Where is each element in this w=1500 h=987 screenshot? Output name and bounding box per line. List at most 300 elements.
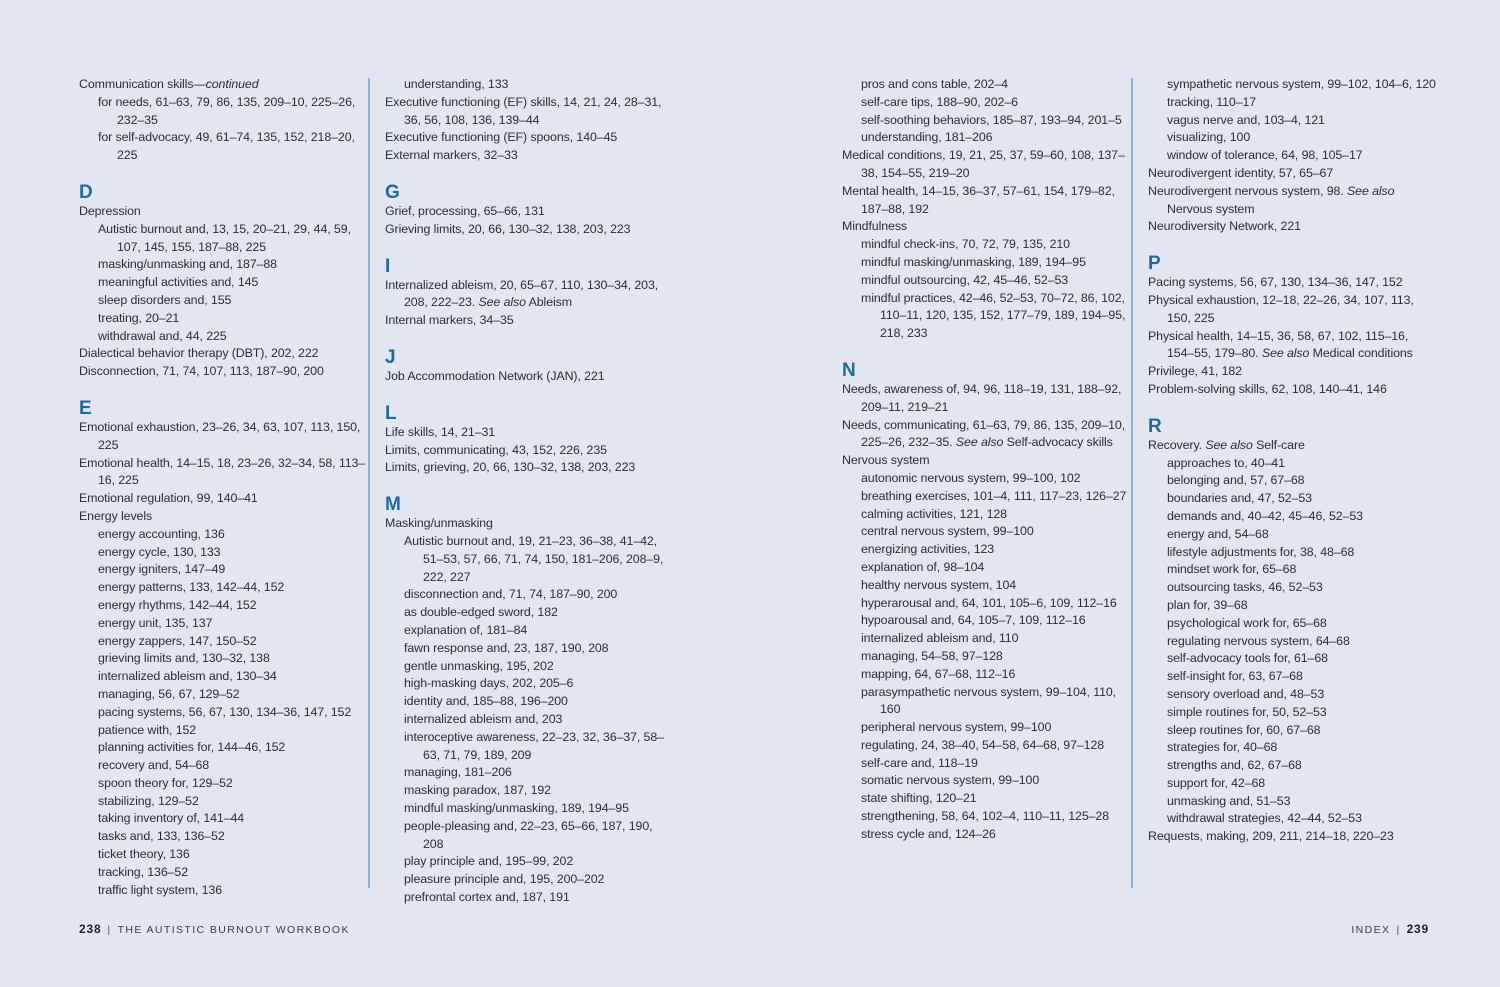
index-subentry	[842, 612, 1132, 630]
entry-text: Life skills, 14, 21–31	[385, 424, 496, 439]
entry-text: support for, 42–68	[1167, 775, 1266, 790]
see-also-label: See also	[1346, 183, 1395, 198]
entry-text: regulating nervous system, 64–68	[1167, 633, 1350, 648]
see-also-target: Ableism	[525, 295, 572, 310]
entry-text: energy igniters, 147–49	[98, 562, 226, 577]
entry-text: hyperarousal and, 64, 101, 105–6, 109, 112–16	[861, 595, 1117, 610]
entry-text: self-advocacy tools for, 61–68	[1167, 651, 1328, 666]
entry-text: Nervous system	[842, 453, 930, 468]
index-entry	[1148, 328, 1438, 364]
entry-text: strategies for, 40–68	[1167, 740, 1278, 755]
index-entry	[385, 515, 675, 533]
entry-text: window of tolerance, 64, 98, 105–17	[1167, 148, 1363, 163]
entry-text: mindful check-ins, 70, 72, 79, 135, 210	[861, 237, 1070, 252]
index-subentry	[1148, 793, 1438, 811]
index-subentry	[79, 633, 369, 651]
index-subentry	[1148, 112, 1438, 130]
index-entry	[1148, 165, 1438, 183]
index-subentry	[1148, 508, 1438, 526]
see-also-label: See also	[955, 435, 1004, 450]
entry-text: central nervous system, 99–100	[861, 524, 1034, 539]
entry-text: mindful masking/unmasking, 189, 194–95	[404, 800, 629, 815]
letter-heading: G	[385, 181, 400, 203]
entry-text: pleasure principle and, 195, 200–202	[404, 872, 605, 887]
entry-text: tracking, 136–52	[98, 864, 189, 879]
entry-text: boundaries and, 47, 52–53	[1167, 491, 1312, 506]
entry-text: somatic nervous system, 99–100	[861, 773, 1040, 788]
see-also-target: Nervous system	[1167, 201, 1255, 216]
entry-text: tasks and, 133, 136–52	[98, 829, 225, 844]
index-subentry	[1148, 615, 1438, 633]
entry-text: Neurodivergent identity, 57, 65–67	[1148, 165, 1334, 180]
entry-text: mapping, 64, 67–68, 112–16	[861, 666, 1016, 681]
entry-text: Internalized ableism, 20, 65–67, 110, 130–34, 203, 208, 222–23.	[385, 277, 659, 310]
index-subentry	[842, 129, 1132, 147]
index-entry	[1148, 381, 1438, 399]
index-subentry	[842, 541, 1132, 559]
entry-text: energy rhythms, 142–44, 152	[98, 597, 257, 612]
index-subentry	[385, 764, 675, 782]
index-subentry	[79, 256, 369, 274]
entry-text: recovery and, 54–68	[98, 758, 210, 773]
index-column-3	[842, 76, 1132, 844]
entry-text: energy and, 54–68	[1167, 526, 1269, 541]
entry-text: sensory overload and, 48–53	[1167, 686, 1325, 701]
index-entry	[842, 183, 1132, 219]
entry-text: state shifting, 120–21	[861, 791, 977, 806]
entry-text: stabilizing, 129–52	[98, 793, 199, 808]
index-subentry	[1148, 526, 1438, 544]
entry-text: parasympathetic nervous system, 99–104, 110, 160	[861, 684, 1117, 717]
index-entry	[842, 417, 1132, 453]
entry-text: interoceptive awareness, 22–23, 32, 36–37, 58–63, 71, 79, 189, 209	[404, 729, 664, 762]
entry-text: peripheral nervous system, 99–100	[861, 720, 1052, 735]
index-subentry	[79, 793, 369, 811]
index-subentry	[842, 755, 1132, 773]
entry-text: withdrawal and, 44, 225	[98, 328, 227, 343]
entry-text: visualizing, 100	[1167, 130, 1251, 145]
entry-text: high-masking days, 202, 205–6	[404, 676, 574, 691]
entry-text: internalized ableism and, 203	[404, 711, 563, 726]
index-subentry	[1148, 490, 1438, 508]
index-subentry	[79, 561, 369, 579]
entry-text: outsourcing tasks, 46, 52–53	[1167, 580, 1323, 595]
index-column-1	[79, 76, 369, 899]
index-subentry	[79, 292, 369, 310]
index-subentry	[1148, 686, 1438, 704]
entry-text: psychological work for, 65–68	[1167, 615, 1327, 630]
entry-text: taking inventory of, 141–44	[98, 811, 245, 826]
index-subentry	[385, 889, 675, 907]
index-subentry	[842, 76, 1132, 94]
entry-text: Emotional health, 14–15, 18, 23–26, 32–34, 58, 113–16, 225	[79, 455, 366, 488]
index-entry	[385, 94, 675, 130]
index-entry	[385, 203, 675, 221]
index-subentry	[385, 693, 675, 711]
letter-heading: D	[79, 181, 93, 203]
index-subentry	[842, 272, 1132, 290]
index-subentry	[842, 719, 1132, 737]
index-subentry	[385, 658, 675, 676]
index-subentry	[1148, 94, 1438, 112]
entry-text: Pacing systems, 56, 67, 130, 134–36, 147, 152	[1148, 275, 1403, 290]
index-subentry	[1148, 739, 1438, 757]
index-subentry	[79, 704, 369, 722]
entry-text: pros and cons table, 202–4	[861, 77, 1008, 91]
index-subentry	[1148, 597, 1438, 615]
index-entry	[1148, 274, 1438, 292]
index-subentry	[842, 772, 1132, 790]
index-subentry	[1148, 76, 1438, 94]
index-entry	[385, 221, 675, 239]
entry-text: managing, 54–58, 97–128	[861, 648, 1003, 663]
entry-text: identity and, 185–88, 196–200	[404, 694, 568, 709]
column-divider-right-page	[1131, 78, 1133, 888]
index-subentry	[842, 559, 1132, 577]
entry-text: Executive functioning (EF) spoons, 140–45	[385, 130, 618, 145]
entry-text: mindful practices, 42–46, 52–53, 70–72, 86, 102, 110–11, 120, 135, 152, 177–79, 189, 194–95, 218, 233	[861, 290, 1126, 341]
index-subentry	[79, 579, 369, 597]
index-subentry	[842, 595, 1132, 613]
index-entry	[79, 76, 369, 94]
entry-text: disconnection and, 71, 74, 187–90, 200	[404, 587, 618, 602]
index-subentry	[385, 782, 675, 800]
entry-text: Energy levels	[79, 508, 153, 523]
index-subentry	[79, 526, 369, 544]
entry-text: treating, 20–21	[98, 310, 180, 325]
index-subentry	[1148, 668, 1438, 686]
entry-text: gentle unmasking, 195, 202	[404, 658, 554, 673]
index-entry	[385, 312, 675, 330]
index-entry	[385, 129, 675, 147]
entry-text: spoon theory for, 129–52	[98, 775, 233, 790]
index-entry	[1148, 183, 1438, 219]
index-subentry	[1148, 650, 1438, 668]
entry-text: Mindfulness	[842, 219, 908, 234]
index-subentry	[1148, 633, 1438, 651]
index-subentry	[1148, 561, 1438, 579]
index-subentry	[842, 790, 1132, 808]
entry-text: internalized ableism and, 110	[861, 631, 1019, 646]
entry-text: strengthening, 58, 64, 102–4, 110–11, 125–28	[861, 809, 1109, 824]
entry-text: Requests, making, 209, 211, 214–18, 220–23	[1148, 829, 1394, 844]
index-subentry	[79, 615, 369, 633]
index-subentry	[79, 328, 369, 346]
index-subentry	[79, 722, 369, 740]
entry-text: self-soothing behaviors, 185–87, 193–94, 201–5	[861, 112, 1122, 127]
left-page-footer	[79, 922, 350, 936]
index-subentry	[385, 800, 675, 818]
index-subentry	[385, 76, 675, 94]
entry-text: Limits, communicating, 43, 152, 226, 235	[385, 442, 607, 457]
index-subentry	[79, 864, 369, 882]
index-subentry	[79, 129, 369, 165]
entry-text: Disconnection, 71, 74, 107, 113, 187–90, 200	[79, 364, 324, 379]
entry-text: Autistic burnout and, 19, 21–23, 36–38, 41–42, 51–53, 57, 66, 71, 74, 150, 181–206, 208–9, 222, 227	[404, 533, 664, 584]
index-subentry	[385, 871, 675, 889]
entry-text: energy accounting, 136	[98, 526, 225, 541]
index-subentry	[842, 488, 1132, 506]
entry-text: traffic light system, 136	[98, 882, 222, 897]
index-entry	[385, 147, 675, 165]
entry-text: Masking/unmasking	[385, 516, 493, 531]
entry-text: sympathetic nervous system, 99–102, 104–6, 120	[1167, 77, 1436, 91]
entry-text: regulating, 24, 38–40, 54–58, 64–68, 97–128	[861, 737, 1105, 752]
footer-separator: |	[1396, 924, 1401, 936]
index-subentry	[79, 221, 369, 257]
index-subentry	[1148, 704, 1438, 722]
entry-text: Executive functioning (EF) skills, 14, 21, 24, 28–31, 36, 56, 108, 136, 139–44	[385, 94, 662, 127]
entry-text: plan for, 39–68	[1167, 597, 1248, 612]
index-entry	[842, 381, 1132, 417]
index-subentry	[79, 274, 369, 292]
entry-text: Communication skills—	[79, 77, 206, 91]
index-column-2	[385, 76, 675, 907]
index-subentry	[842, 470, 1132, 488]
index-subentry	[79, 94, 369, 130]
entry-text: play principle and, 195–99, 202	[404, 854, 574, 869]
letter-heading: I	[385, 255, 391, 277]
index-subentry	[385, 818, 675, 854]
entry-text: Autistic burnout and, 13, 15, 20–21, 29, 44, 59, 107, 145, 155, 187–88, 225	[98, 221, 351, 254]
entry-text: sleep disorders and, 155	[98, 292, 232, 307]
entry-text: Neurodivergent nervous system, 98.	[1148, 183, 1347, 198]
see-also-label: See also	[478, 295, 526, 310]
entry-text: explanation of, 98–104	[861, 559, 985, 574]
see-also-label: See also	[1261, 346, 1310, 361]
entry-text: Recovery.	[1148, 437, 1206, 452]
entry-text: understanding, 133	[404, 77, 509, 91]
entry-text: prefrontal cortex and, 187, 191	[404, 889, 570, 904]
entry-text: managing, 181–206	[404, 765, 512, 780]
letter-heading: L	[385, 402, 397, 424]
letter-heading: M	[385, 494, 401, 516]
index-subentry	[79, 310, 369, 328]
index-subentry	[842, 808, 1132, 826]
index-entry	[385, 368, 675, 386]
entry-text: fawn response and, 23, 187, 190, 208	[404, 640, 609, 655]
entry-text: energy cycle, 130, 133	[98, 544, 221, 559]
entry-text: Grieving limits, 20, 66, 130–32, 138, 203, 223	[385, 221, 631, 236]
entry-text: self-care tips, 188–90, 202–6	[861, 94, 1018, 109]
index-entry	[1148, 218, 1438, 236]
entry-text: Grief, processing, 65–66, 131	[385, 203, 545, 218]
index-entry	[79, 345, 369, 363]
index-subentry	[385, 729, 675, 765]
index-entry	[79, 419, 369, 455]
entry-text: for needs, 61–63, 79, 86, 135, 209–10, 225–26, 232–35	[98, 94, 356, 127]
entry-text: Job Accommodation Network (JAN), 221	[385, 368, 605, 383]
see-also-target: Medical conditions	[1309, 346, 1413, 361]
index-subentry	[79, 544, 369, 562]
entry-text: Neurodiversity Network, 221	[1148, 219, 1301, 234]
letter-heading: N	[842, 359, 856, 381]
entry-text: Limits, grieving, 20, 66, 130–32, 138, 203, 223	[385, 460, 636, 475]
entry-text: internalized ableism and, 130–34	[98, 669, 277, 684]
entry-text: External markers, 32–33	[385, 148, 518, 163]
entry-text: tracking, 110–17	[1167, 94, 1257, 109]
entry-text: sleep routines for, 60, 67–68	[1167, 722, 1321, 737]
index-subentry	[1148, 147, 1438, 165]
index-subentry	[842, 648, 1132, 666]
see-also-label: See also	[1205, 437, 1253, 452]
index-entry	[79, 455, 369, 491]
index-subentry	[1148, 757, 1438, 775]
index-subentry	[385, 604, 675, 622]
index-entry	[1148, 828, 1438, 846]
entry-text: energy unit, 135, 137	[98, 615, 213, 630]
index-subentry	[79, 882, 369, 900]
index-subentry	[1148, 722, 1438, 740]
index-subentry	[1148, 544, 1438, 562]
entry-text: Problem-solving skills, 62, 108, 140–41, 146	[1148, 381, 1387, 396]
entry-text: Emotional regulation, 99, 140–41	[79, 491, 258, 506]
index-entry	[1148, 437, 1438, 455]
entry-text: belonging and, 57, 67–68	[1167, 473, 1305, 488]
entry-text: hypoarousal and, 64, 105–7, 109, 112–16	[861, 613, 1086, 628]
see-also-target: Self-care	[1252, 437, 1305, 452]
letter-heading: R	[1148, 415, 1162, 437]
entry-text: energy patterns, 133, 142–44, 152	[98, 580, 285, 595]
entry-text: as double-edged sword, 182	[404, 605, 558, 620]
index-subentry	[79, 846, 369, 864]
entry-text: approaches to, 40–41	[1167, 455, 1285, 470]
index-subentry	[842, 290, 1132, 343]
index-subentry	[842, 254, 1132, 272]
index-entry	[385, 459, 675, 477]
index-subentry	[385, 586, 675, 604]
entry-text: mindset work for, 65–68	[1167, 562, 1297, 577]
entry-text: Needs, awareness of, 94, 96, 118–19, 131, 188–92, 209–11, 219–21	[842, 381, 1122, 414]
entry-text: pacing systems, 56, 67, 130, 134–36, 147, 152	[98, 704, 352, 719]
entry-text: vagus nerve and, 103–4, 121	[1167, 112, 1325, 127]
letter-heading: J	[385, 346, 396, 368]
right-page-number: 239	[1406, 922, 1429, 936]
letter-heading: P	[1148, 253, 1161, 275]
book-title: THE AUTISTIC BURNOUT WORKBOOK	[117, 924, 350, 936]
entry-text: lifestyle adjustments for, 38, 48–68	[1167, 544, 1355, 559]
index-subentry	[79, 739, 369, 757]
index-subentry	[842, 666, 1132, 684]
entry-text: mindful outsourcing, 42, 45–46, 52–53	[861, 272, 1069, 287]
column-divider-left-page	[368, 78, 370, 888]
index-entry	[842, 147, 1132, 183]
index-subentry	[842, 94, 1132, 112]
entry-text: energizing activities, 123	[861, 542, 995, 557]
entry-text: masking/unmasking and, 187–88	[98, 257, 277, 272]
index-subentry	[1148, 455, 1438, 473]
entry-text: demands and, 40–42, 45–46, 52–53	[1167, 508, 1363, 523]
entry-text: strengths and, 62, 67–68	[1167, 758, 1302, 773]
index-subentry	[79, 757, 369, 775]
entry-text: withdrawal strategies, 42–44, 52–53	[1167, 811, 1362, 826]
index-entry	[79, 508, 369, 526]
index-subentry	[79, 686, 369, 704]
index-subentry	[842, 737, 1132, 755]
index-subentry	[1148, 579, 1438, 597]
index-subentry	[79, 828, 369, 846]
index-subentry	[1148, 472, 1438, 490]
entry-text: patience with, 152	[98, 722, 197, 737]
entry-text: breathing exercises, 101–4, 111, 117–23, 126–27	[861, 488, 1127, 503]
section-title: INDEX	[1351, 924, 1391, 936]
entry-text: Internal markers, 34–35	[385, 313, 514, 328]
index-subentry	[842, 826, 1132, 844]
index-subentry	[842, 684, 1132, 720]
entry-text: understanding, 181–206	[861, 130, 993, 145]
index-subentry	[1148, 775, 1438, 793]
index-subentry	[842, 577, 1132, 595]
entry-text: Physical exhaustion, 12–18, 22–26, 34, 107, 113, 150, 225	[1148, 292, 1414, 325]
index-entry	[385, 442, 675, 460]
entry-text: explanation of, 181–84	[404, 622, 528, 637]
right-page-footer	[1351, 922, 1429, 936]
index-entry	[385, 277, 675, 313]
entry-text: simple routines for, 50, 52–53	[1167, 704, 1327, 719]
entry-text: Medical conditions, 19, 21, 25, 37, 59–60, 108, 137–38, 154–55, 219–20	[842, 148, 1125, 180]
index-subentry	[79, 597, 369, 615]
entry-text: planning activities for, 144–46, 152	[98, 740, 286, 755]
index-entry	[842, 452, 1132, 470]
footer-separator: |	[107, 924, 112, 936]
entry-text: Emotional exhaustion, 23–26, 34, 63, 107, 113, 150, 225	[79, 419, 361, 452]
index-subentry	[385, 622, 675, 640]
index-subentry	[385, 711, 675, 729]
index-subentry	[79, 810, 369, 828]
index-subentry	[385, 675, 675, 693]
index-subentry	[842, 523, 1132, 541]
index-column-4	[1148, 76, 1438, 846]
entry-text: ticket theory, 136	[98, 847, 190, 862]
entry-text: stress cycle and, 124–26	[861, 826, 996, 841]
index-entry	[385, 424, 675, 442]
entry-text: Needs, communicating, 61–63, 79, 86, 135, 209–10, 225–26, 232–35.	[842, 417, 1126, 450]
index-subentry	[1148, 810, 1438, 828]
index-entry	[1148, 292, 1438, 328]
entry-text: healthy nervous system, 104	[861, 577, 1017, 592]
entry-text: calming activities, 121, 128	[861, 506, 1007, 521]
entry-text: self-care and, 118–19	[861, 755, 978, 770]
index-subentry	[842, 112, 1132, 130]
entry-text: masking paradox, 187, 192	[404, 783, 551, 798]
index-subentry	[385, 640, 675, 658]
entry-text: Dialectical behavior therapy (DBT), 202, 222	[79, 346, 319, 361]
letter-heading: E	[79, 397, 92, 419]
entry-text: Privilege, 41, 182	[1148, 364, 1242, 379]
index-subentry	[385, 533, 675, 586]
index-subentry	[842, 630, 1132, 648]
left-page-number: 238	[79, 922, 102, 936]
index-subentry	[1148, 129, 1438, 147]
continued-label: continued	[205, 77, 259, 91]
index-subentry	[79, 775, 369, 793]
entry-text: mindful masking/unmasking, 189, 194–95	[861, 254, 1086, 269]
entry-text: unmasking and, 51–53	[1167, 793, 1291, 808]
index-subentry	[79, 668, 369, 686]
index-entry	[79, 490, 369, 508]
entry-text: managing, 56, 67, 129–52	[98, 686, 240, 701]
entry-text: Physical health, 14–15, 36, 58, 67, 102, 115–16, 154–55, 179–80.	[1148, 328, 1409, 361]
entry-text: Mental health, 14–15, 36–37, 57–61, 154, 179–82, 187–88, 192	[842, 183, 1115, 216]
entry-text: meaningful activities and, 145	[98, 275, 259, 290]
see-also-target: Self-advocacy skills	[1003, 435, 1113, 450]
index-entry	[79, 203, 369, 221]
entry-text: for self-advocacy, 49, 61–74, 135, 152, 218–20, 225	[98, 130, 355, 163]
index-entry	[1148, 363, 1438, 381]
index-entry	[842, 218, 1132, 236]
index-entry	[79, 363, 369, 381]
entry-text: people-pleasing and, 22–23, 65–66, 187, 190, 208	[404, 818, 653, 851]
